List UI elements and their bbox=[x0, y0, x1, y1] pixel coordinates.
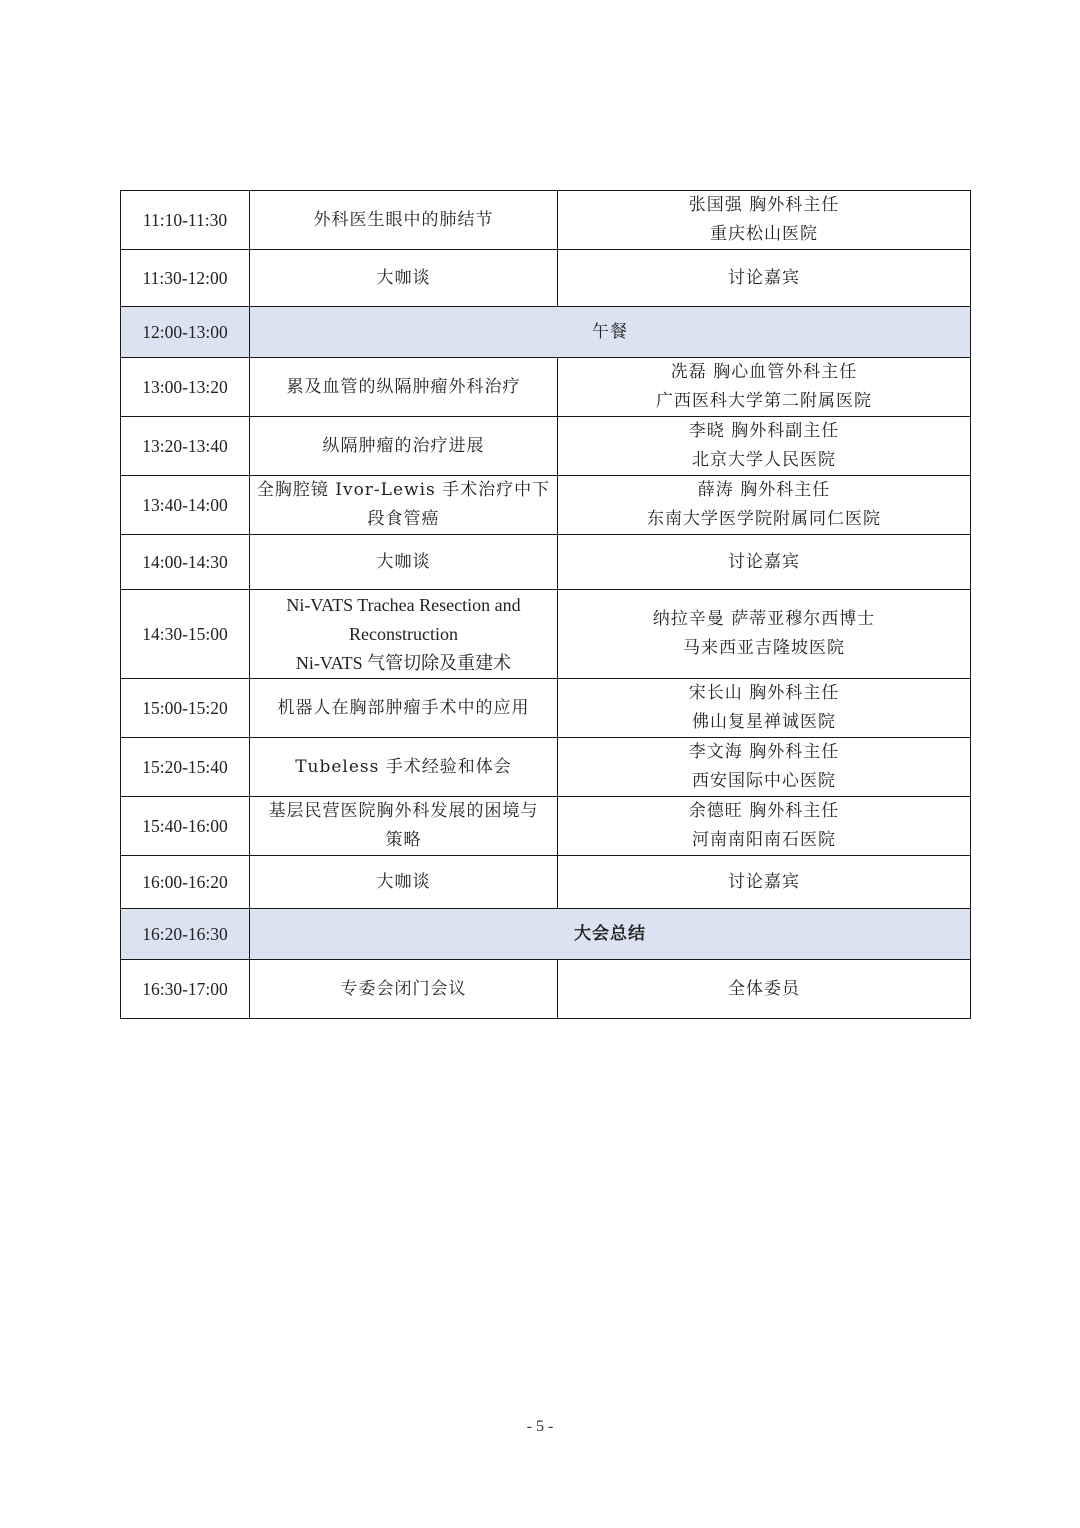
speaker-cell: 冼磊 胸心血管外科主任 广西医科大学第二附属医院 bbox=[558, 358, 971, 417]
speaker-cell: 讨论嘉宾 bbox=[558, 856, 971, 909]
schedule-row bbox=[121, 535, 971, 590]
schedule-row bbox=[121, 797, 971, 856]
session-cell: 大会总结 bbox=[250, 909, 971, 960]
topic-cell: Tubeless 手术经验和体会 bbox=[250, 738, 558, 797]
speaker-cell: 薛涛 胸外科主任 东南大学医学院附属同仁医院 bbox=[558, 476, 971, 535]
schedule-table bbox=[120, 190, 971, 1019]
topic-cell: 大咖谈 bbox=[250, 535, 558, 590]
topic-cell: 专委会闭门会议 bbox=[250, 960, 558, 1019]
time-cell: 16:00-16:20 bbox=[121, 856, 250, 909]
session-row-lunch bbox=[121, 307, 971, 358]
speaker-cell: 李晓 胸外科副主任 北京大学人民医院 bbox=[558, 417, 971, 476]
topic-cell: 大咖谈 bbox=[250, 250, 558, 307]
schedule-row bbox=[121, 590, 971, 679]
time-cell: 13:40-14:00 bbox=[121, 476, 250, 535]
schedule-row bbox=[121, 191, 971, 250]
time-cell: 15:20-15:40 bbox=[121, 738, 250, 797]
schedule-row bbox=[121, 417, 971, 476]
speaker-cell: 李文海 胸外科主任 西安国际中心医院 bbox=[558, 738, 971, 797]
schedule-row bbox=[121, 960, 971, 1019]
schedule-row bbox=[121, 679, 971, 738]
time-cell: 16:20-16:30 bbox=[121, 909, 250, 960]
time-cell: 14:00-14:30 bbox=[121, 535, 250, 590]
time-cell: 11:30-12:00 bbox=[121, 250, 250, 307]
topic-cell: 外科医生眼中的肺结节 bbox=[250, 191, 558, 250]
speaker-cell: 张国强 胸外科主任 重庆松山医院 bbox=[558, 191, 971, 250]
schedule-row bbox=[121, 856, 971, 909]
speaker-cell: 余德旺 胸外科主任 河南南阳南石医院 bbox=[558, 797, 971, 856]
time-cell: 11:10-11:30 bbox=[121, 191, 250, 250]
time-cell: 15:40-16:00 bbox=[121, 797, 250, 856]
topic-cell: 累及血管的纵隔肿瘤外科治疗 bbox=[250, 358, 558, 417]
time-cell: 14:30-15:00 bbox=[121, 590, 250, 679]
topic-cell: 全胸腔镜 Ivor-Lewis 手术治疗中下 段食管癌 bbox=[250, 476, 558, 535]
speaker-cell: 讨论嘉宾 bbox=[558, 250, 971, 307]
time-cell: 16:30-17:00 bbox=[121, 960, 250, 1019]
schedule-row bbox=[121, 738, 971, 797]
topic-cell: 基层民营医院胸外科发展的困境与 策略 bbox=[250, 797, 558, 856]
schedule-row bbox=[121, 250, 971, 307]
session-row-summary bbox=[121, 909, 971, 960]
schedule-row bbox=[121, 358, 971, 417]
topic-cell: Ni-VATS Trachea Resection and Reconstruction Ni-VATS 气管切除及重建术 bbox=[250, 590, 558, 679]
topic-cell: 机器人在胸部肿瘤手术中的应用 bbox=[250, 679, 558, 738]
time-cell: 15:00-15:20 bbox=[121, 679, 250, 738]
schedule-body bbox=[121, 191, 971, 1019]
topic-cell: 大咖谈 bbox=[250, 856, 558, 909]
page-number: - 5 - bbox=[526, 1418, 554, 1435]
time-cell: 13:00-13:20 bbox=[121, 358, 250, 417]
speaker-cell: 宋长山 胸外科主任 佛山复星禅诚医院 bbox=[558, 679, 971, 738]
time-cell: 13:20-13:40 bbox=[121, 417, 250, 476]
schedule-row bbox=[121, 476, 971, 535]
session-cell: 午餐 bbox=[250, 307, 971, 358]
speaker-cell: 讨论嘉宾 bbox=[558, 535, 971, 590]
speaker-cell: 全体委员 bbox=[558, 960, 971, 1019]
topic-cell: 纵隔肿瘤的治疗进展 bbox=[250, 417, 558, 476]
speaker-cell: 纳拉辛曼 萨蒂亚穆尔西博士 马来西亚吉隆坡医院 bbox=[558, 590, 971, 679]
time-cell: 12:00-13:00 bbox=[121, 307, 250, 358]
